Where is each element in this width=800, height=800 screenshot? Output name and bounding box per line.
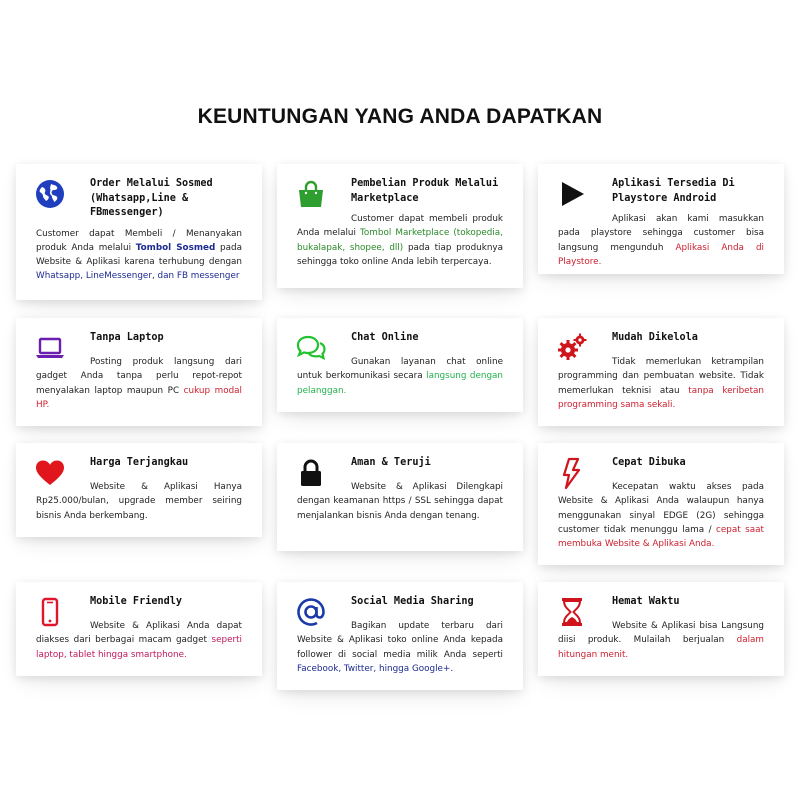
laptop-icon — [34, 332, 66, 364]
card-title: Mobile Friendly — [90, 596, 183, 607]
card-title: Aplikasi Tersedia Di Playstore Android — [612, 178, 735, 204]
card-body: Website & Aplikasi Dilengkapi dengan keamanan https / SSL sehingga dapat menjalankan bisnis Anda dengan tenang. — [297, 482, 503, 521]
card-title: Tanpa Laptop — [90, 332, 164, 343]
feature-card-harga-terjangkau — [16, 443, 262, 537]
feature-card-hemat-waktu — [538, 582, 784, 676]
globe-icon — [34, 178, 66, 210]
feature-card-marketplace — [277, 164, 523, 288]
feature-card-mudah-dikelola — [538, 318, 784, 426]
card-title: Mudah Dikelola — [612, 332, 698, 343]
feature-card-social-sharing — [277, 582, 523, 690]
heart-icon — [34, 457, 66, 489]
feature-card-aman-teruji — [277, 443, 523, 551]
card-title: Cepat Dibuka — [612, 457, 686, 468]
card-body: Customer dapat membeli produk Anda melalui Tombol Marketplace (tokopedia, bukalapak, shopee, dll) pada tiap produknya sehingga toko online Anda lebih terpercaya. — [297, 214, 503, 267]
card-body: Aplikasi akan kami masukkan pada playstore sehingga customer bisa langsung mengunduh Aplikasi Anda di Playstore. — [558, 214, 764, 267]
card-body: Website & Aplikasi Hanya Rp25.000/bulan, upgrade member seiring bisnis Anda berkembang. — [36, 482, 242, 521]
feature-card-order-sosmed — [16, 164, 262, 300]
card-body: Posting produk langsung dari gadget Anda tanpa perlu repot-repot menyalakan laptop maupun PC cukup modal HP. — [36, 357, 242, 410]
play-icon — [556, 178, 588, 210]
card-title: Chat Online — [351, 332, 419, 343]
card-body: Bagikan update terbaru dari Website & Aplikasi toko online Anda kepada follower di social media milik Anda seperti Facebook, Twitter, hingga Google+. — [297, 621, 503, 674]
feature-card-cepat-dibuka — [538, 443, 784, 565]
card-body: Gunakan layanan chat online untuk berkomunikasi secara langsung dengan pelanggan. — [297, 357, 503, 396]
hourglass-icon — [556, 596, 588, 628]
mobile-icon — [34, 596, 66, 628]
lock-icon — [295, 457, 327, 489]
feature-card-tanpa-laptop — [16, 318, 262, 426]
feature-card-playstore — [538, 164, 784, 274]
card-title: Aman & Teruji — [351, 457, 431, 468]
at-icon — [295, 596, 327, 628]
chat-icon — [295, 332, 327, 364]
card-title: Order Melalui Sosmed (Whatsapp,Line & FBmessenger) — [90, 178, 213, 218]
card-title: Hemat Waktu — [612, 596, 680, 607]
card-title: Harga Terjangkau — [90, 457, 189, 468]
shopping-bag-icon — [295, 178, 327, 210]
card-title: Pembelian Produk Melalui Marketplace — [351, 178, 499, 204]
gears-icon — [556, 332, 588, 364]
feature-card-chat-online — [277, 318, 523, 412]
card-title: Social Media Sharing — [351, 596, 474, 607]
card-body: Customer dapat Membeli / Menanyakan produk Anda melalui Tombol Sosmed pada Website & Aplikasi karena terhubung dengan Whatsapp, LineMessenger, dan FB messenger — [36, 228, 242, 282]
card-body: Website & Aplikasi Anda dapat diakses dari berbagai macam gadget seperti laptop, tablet hingga smartphone. — [36, 621, 242, 660]
page-title: KEUNTUNGAN YANG ANDA DAPATKAN — [197, 105, 603, 128]
lightning-icon — [556, 457, 588, 489]
feature-card-mobile-friendly — [16, 582, 262, 676]
card-body: Kecepatan waktu akses pada Website & Aplikasi Anda walaupun hanya menggunakan sinyal EDGE (2G) sehingga customer tidak menunggu lama / cepat saat membuka Website & Aplikasi Anda. — [558, 482, 764, 550]
card-body: Website & Aplikasi bisa Langsung diisi produk. Mulailah berjualan dalam hitungan menit. — [558, 621, 764, 660]
card-body: Tidak memerlukan ketrampilan programming dan pembuatan website. Tidak memerlukan teknisi atau tanpa keribetan programming sama sekali. — [558, 357, 764, 410]
